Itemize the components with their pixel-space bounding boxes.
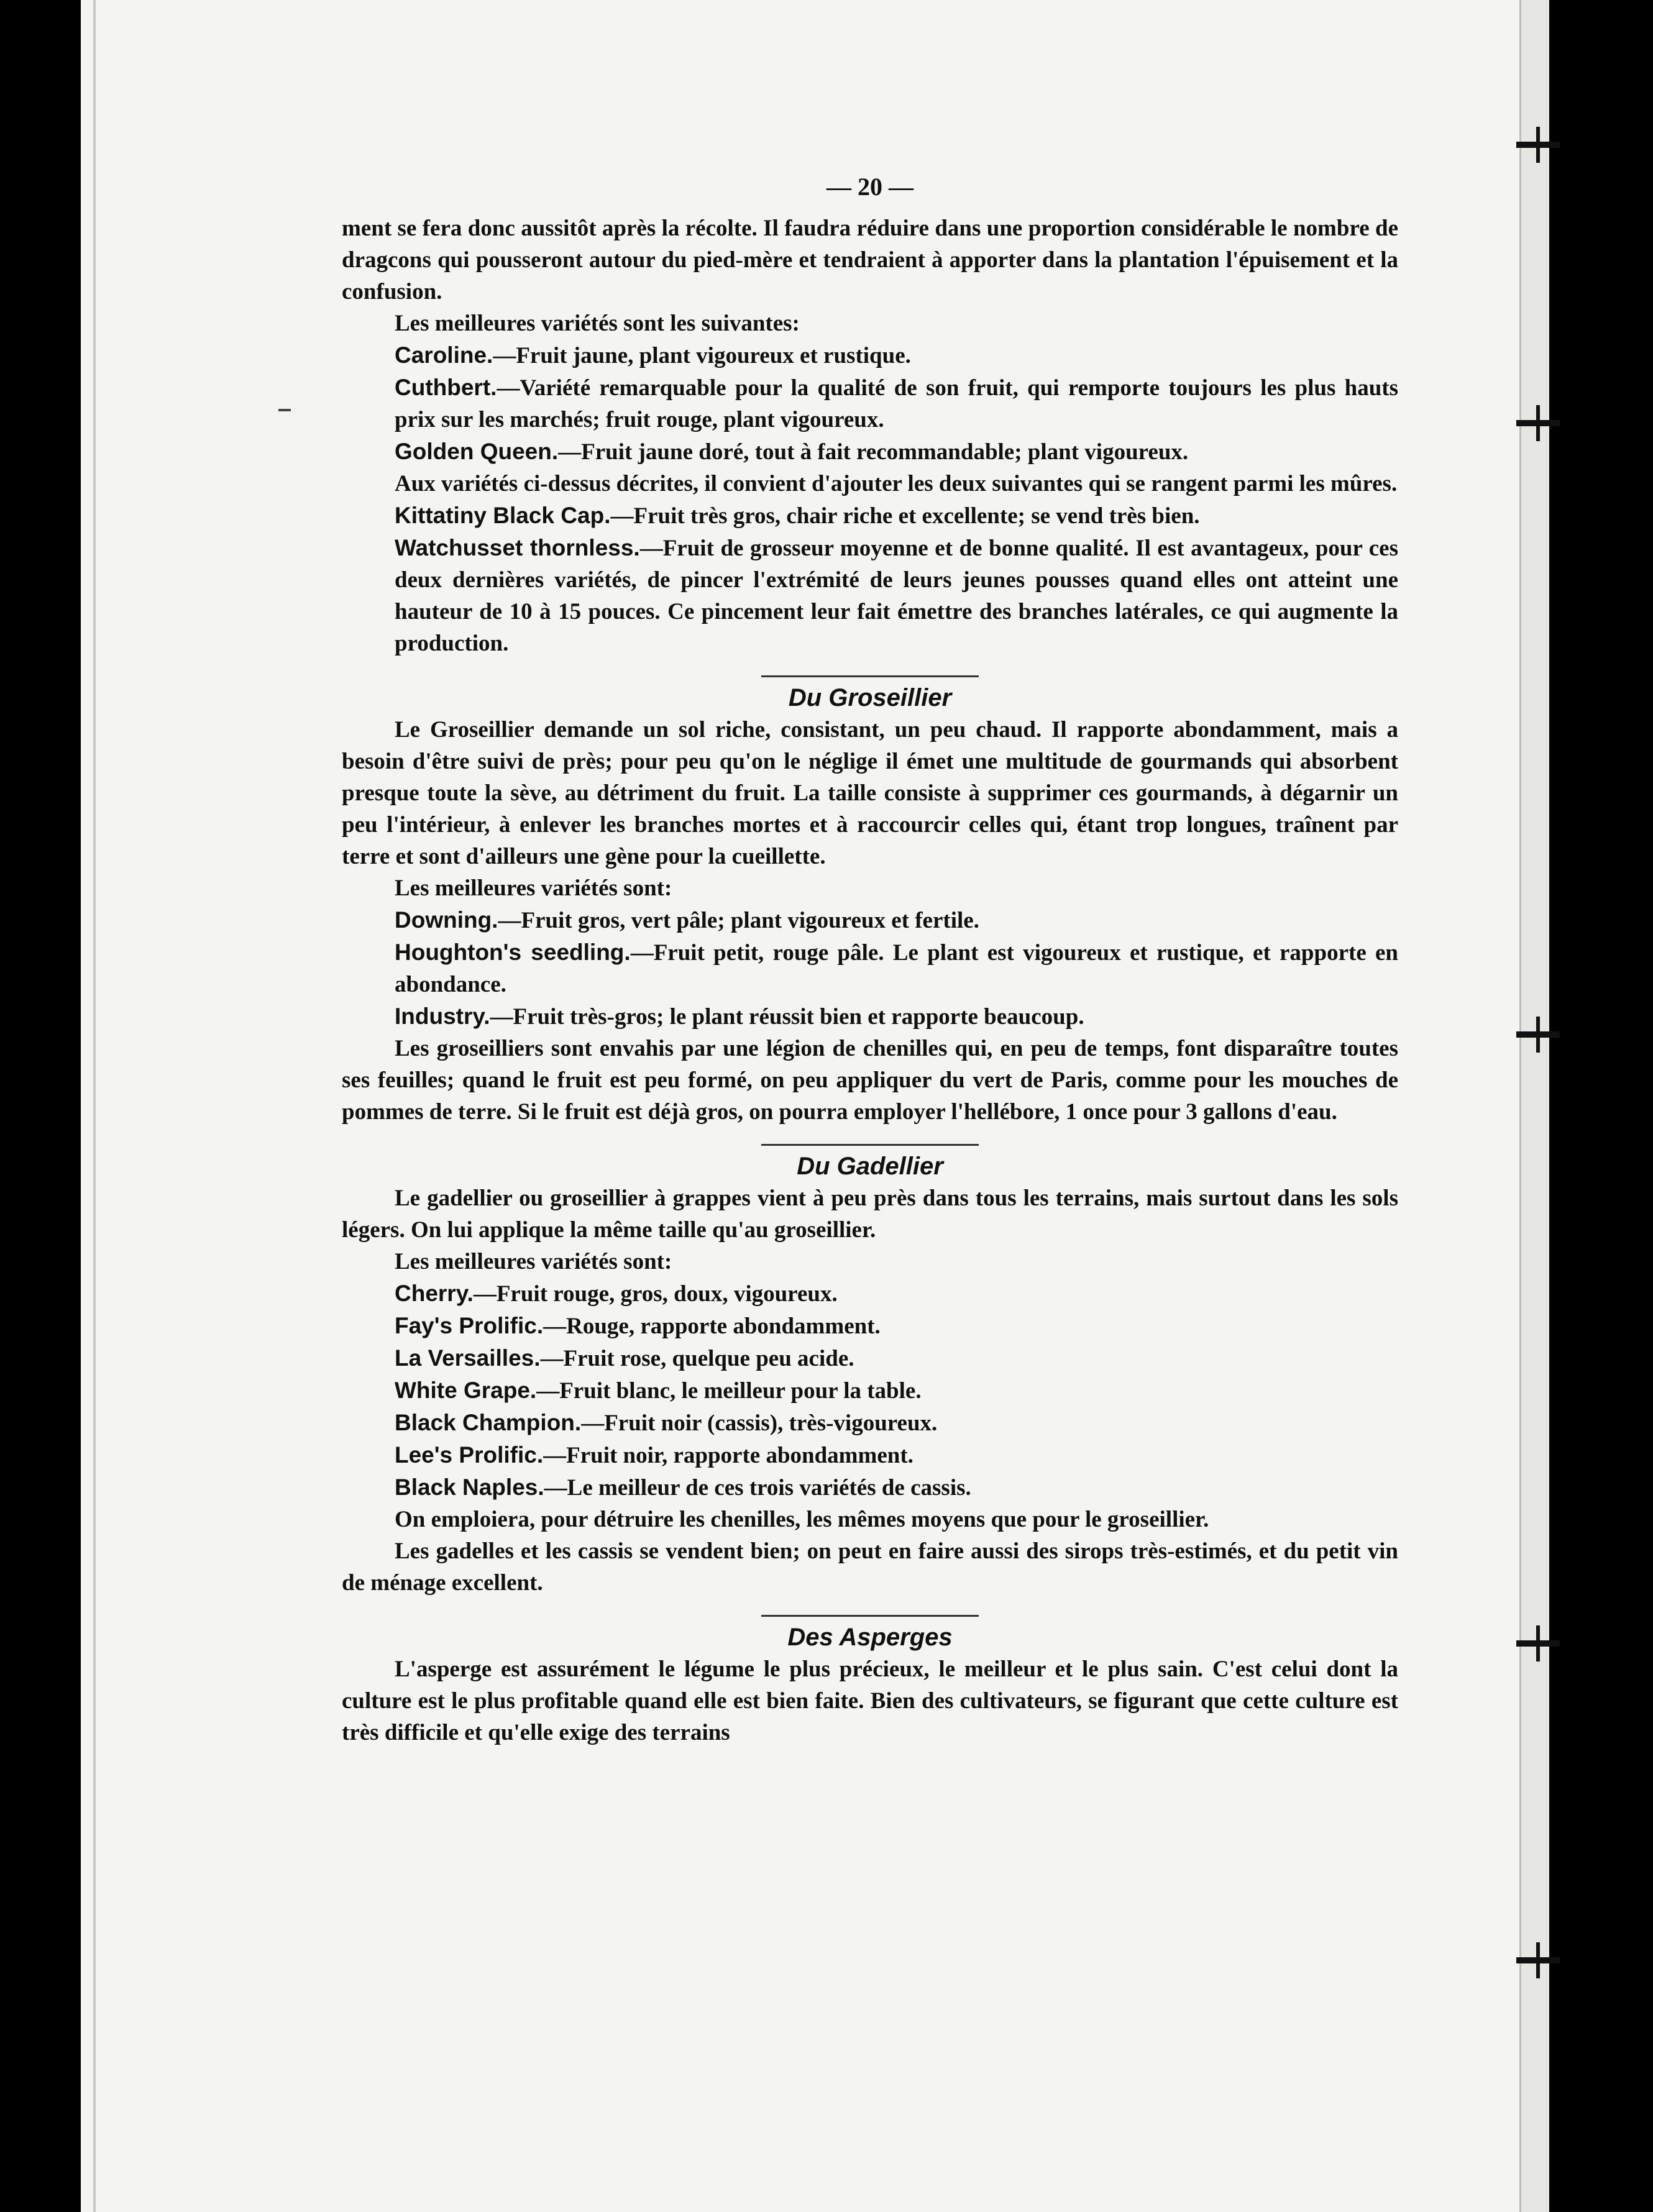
variety-name: Cherry. xyxy=(395,1281,474,1306)
variety-entry xyxy=(342,1407,1398,1439)
variety-entry xyxy=(342,936,1398,1000)
binding-tick xyxy=(1516,142,1560,148)
variety-name: Kittatiny Black Cap. xyxy=(395,503,611,528)
paragraph: Les groseilliers sont envahis par une légion de chenilles qui, en peu de temps, font disparaître toutes ses feuilles; quand le fruit est peu formé, on peu appliquer du vert de Paris, comme pour les mouches de pommes de terre. Si le fruit est déjà gros, on pourra employer l'hellébore, 1 once pour 3 gallons d'eau. xyxy=(342,1036,1398,1125)
margin-mark xyxy=(278,409,291,411)
variety-name: Lee's Prolific. xyxy=(395,1442,544,1468)
section-heading: Du Gadellier xyxy=(797,1153,943,1180)
paragraph: Les gadelles et les cassis se vendent bien; on peut en faire aussi des sirops très-estimés, et du petit vin de ménage excellent. xyxy=(342,1538,1398,1596)
paragraph: Les meilleures variétés sont: xyxy=(395,875,672,901)
variety-entry xyxy=(342,1471,1398,1504)
adjacent-page-edge xyxy=(1519,0,1549,2212)
variety-description: —Fruit noir, rapporte abondamment. xyxy=(543,1443,914,1468)
variety-description: —Fruit rouge, gros, doux, vigoureux. xyxy=(473,1281,838,1307)
section-heading: Des Asperges xyxy=(787,1624,953,1651)
variety-entry xyxy=(342,904,1398,936)
section-divider xyxy=(761,675,979,677)
variety-entry xyxy=(342,1277,1398,1310)
variety-entry xyxy=(342,532,1398,659)
variety-name: Fay's Prolific. xyxy=(395,1313,544,1338)
variety-name: Caroline. xyxy=(395,342,493,368)
variety-name: Industry. xyxy=(395,1003,490,1029)
variety-entry xyxy=(342,1310,1398,1342)
variety-description: —Fruit noir (cassis), très-vigoureux. xyxy=(581,1410,938,1436)
variety-entry xyxy=(342,436,1398,468)
binding-tick xyxy=(1516,1640,1560,1647)
variety-description: —Fruit très-gros; le plant réussit bien et rapporte beaucoup. xyxy=(490,1004,1084,1030)
section-divider xyxy=(761,1615,979,1617)
paragraph: Aux variétés ci-dessus décrites, il convient d'ajouter les deux suivantes qui se rangent parmi les mûres. xyxy=(395,471,1398,496)
variety-name: Downing. xyxy=(395,907,498,933)
variety-name: Watchusset thornless. xyxy=(395,535,640,560)
variety-description: —Rouge, rapporte abondamment. xyxy=(543,1314,881,1339)
variety-entry xyxy=(342,339,1398,372)
variety-name: Houghton's seedling. xyxy=(395,939,631,965)
variety-entry xyxy=(342,1000,1398,1033)
text-blocks xyxy=(342,213,1398,1748)
page-number: — 20 — xyxy=(826,173,914,201)
page-text xyxy=(342,171,1398,1748)
paragraph: Le Groseillier demande un sol riche, consistant, un peu chaud. Il rapporte abondamment, mais a besoin d'être suivi de près; pour peu qu'on le néglige il émet une multitude de gourmands qui absorbent presque toute la sève, au détriment du fruit. La taille consiste à supprimer ces gourmands, à dégarnir un peu l'intérieur, à enlever les branches mortes et à raccourcir celles qui, étant trop longues, traînent par terre et sont d'ailleurs une gène pour la cueillette. xyxy=(342,717,1398,869)
variety-entry xyxy=(342,1342,1398,1374)
variety-description: —Fruit très gros, chair riche et excellente; se vend très bien. xyxy=(610,503,1200,529)
paragraph: On emploiera, pour détruire les chenilles, les mêmes moyens que pour le groseillier. xyxy=(395,1507,1209,1532)
variety-entry xyxy=(342,372,1398,436)
binding-tick xyxy=(1516,1957,1560,1963)
binding-tick xyxy=(1516,420,1560,426)
document-page xyxy=(81,0,1532,2212)
variety-description: —Fruit petit, rouge pâle. Le plant est vigoureux et rustique, et rapporte en abondance. xyxy=(395,940,1399,997)
paragraph: Les meilleures variétés sont: xyxy=(395,1249,672,1274)
variety-description: —Fruit gros, vert pâle; plant vigoureux et fertile. xyxy=(498,908,979,933)
variety-name: La Versailles. xyxy=(395,1345,541,1371)
variety-description: —Fruit jaune, plant vigoureux et rustique. xyxy=(493,343,911,368)
variety-description: —Fruit blanc, le meilleur pour la table. xyxy=(536,1378,922,1404)
variety-description: —Le meilleur de ces trois variétés de cassis. xyxy=(544,1475,971,1501)
binding-tick xyxy=(1516,1031,1560,1038)
variety-name: Black Champion. xyxy=(395,1410,582,1435)
section-heading: Du Groseillier xyxy=(788,684,952,711)
variety-entry xyxy=(342,1374,1398,1407)
variety-entry xyxy=(342,1439,1398,1471)
variety-name: Cuthbert. xyxy=(395,375,497,400)
variety-description: —Fruit de grosseur moyenne et de bonne qualité. Il est avantageux, pour ces deux dernières variétés, de pincer l'extrémité de leurs jeunes pousses quand elles ont atteint une hauteur de 10 à 15 pouces. Ce pincement leur fait émettre des branches latérales, ce qui augmente la production. xyxy=(395,536,1398,656)
variety-description: —Fruit rose, quelque peu acide. xyxy=(540,1346,854,1371)
paragraph: Le gadellier ou groseillier à grappes vient à peu près dans tous les terrains, mais surtout dans les sols légers. On lui applique la même taille qu'au groseillier. xyxy=(342,1186,1398,1243)
paragraph: Les meilleures variétés sont les suivantes: xyxy=(395,311,800,336)
variety-name: Golden Queen. xyxy=(395,439,559,464)
variety-entry xyxy=(342,500,1398,532)
variety-name: Black Naples. xyxy=(395,1474,544,1500)
variety-description: —Variété remarquable pour la qualité de son fruit, qui remporte toujours les plus hauts prix sur les marchés; fruit rouge, plant vigoureux. xyxy=(395,375,1398,432)
section-divider xyxy=(761,1144,979,1146)
paragraph: ment se fera donc aussitôt après la récolte. Il faudra réduire dans une proportion considérable le nombre de dragcons qui pousseront autour du pied-mère et tendraient à apporter dans la plantation l'épuisement et la confusion. xyxy=(342,216,1398,304)
variety-name: White Grape. xyxy=(395,1378,537,1403)
paragraph: L'asperge est assurément le légume le plus précieux, le meilleur et le plus sain. C'est celui dont la culture est le plus profitable quand elle est bien faite. Bien des cultivateurs, se figurant que cette culture est très difficile et qu'elle exige des terrains xyxy=(342,1657,1398,1745)
variety-description: —Fruit jaune doré, tout à fait recommandable; plant vigoureux. xyxy=(558,439,1189,465)
page-fold-line xyxy=(93,0,96,2212)
